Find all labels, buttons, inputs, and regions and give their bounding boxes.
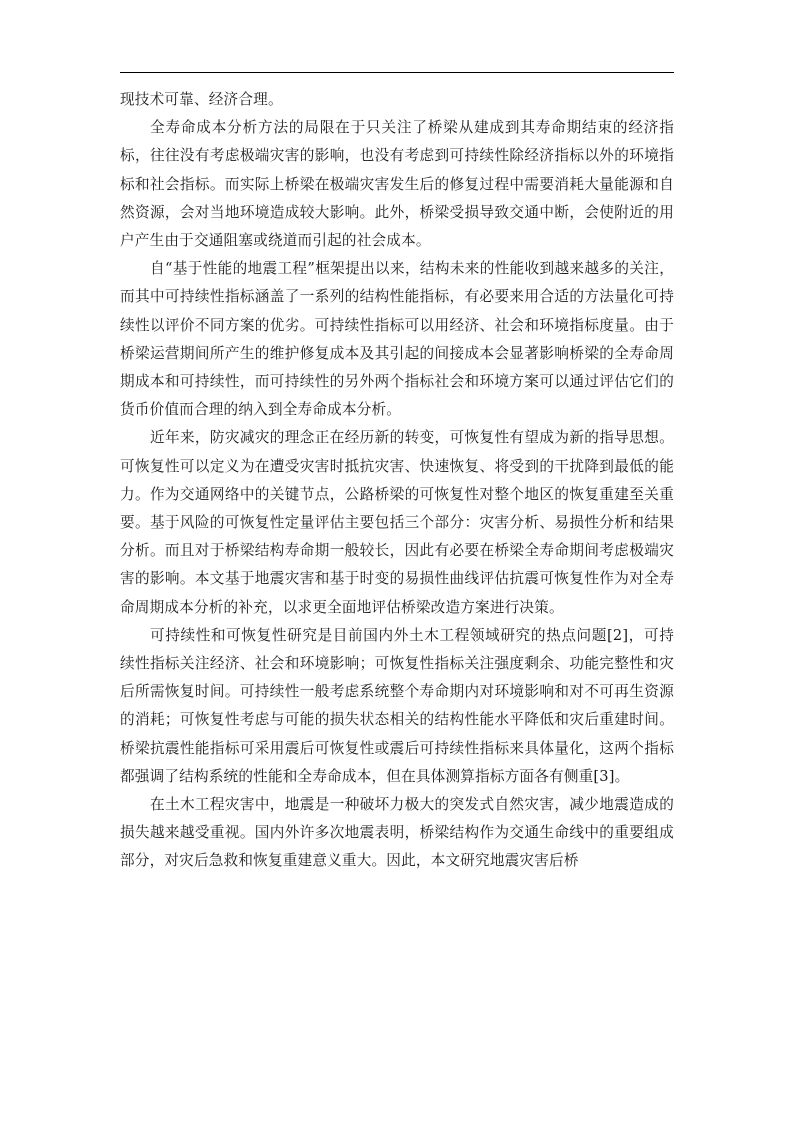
paragraph-3: 自“基于性能的地震工程”框架提出以来，结构未来的性能收到越来越多的关注，而其中可持续性指标涵盖了一系列的结构性能指标，有必要来用合适的方法量化可持续性以评价不同方案的优劣。可持续性指标可以用经济、社会和环境指标度量。由于桥梁运营期间所产生的维护修复成本及其引起的间接成本会显著影响桥梁的全寿命周期成本和可持续性，而可持续性的另外两个指标社会和环境方案可以通过评估它们的货币价值而合理的纳入到全寿命成本分析。 [120, 260, 674, 419]
header-rule [120, 72, 674, 73]
paragraph-5: 可持续性和可恢复性研究是目前国内外土木工程领域研究的热点问题[2]，可持续性指标关注经济、社会和环境影响；可恢复性指标关注强度剩余、功能完整性和灾后所需恢复时间。可持续性一般考虑系统整个寿命期内对环境影响和对不可再生资源的消耗；可恢复性考虑与可能的损失状态相关的结构性能水平降低和灾后重建时间。桥梁抗震性能指标可采用震后可恢复性或震后可持续性指标来具体量化，这两个指标都强调了结构系统的性能和全寿命成本，但在具体测算指标方面各有侧重[3]。 [120, 626, 674, 785]
body-text [120, 86, 674, 876]
paragraph-6: 在土木工程灾害中，地震是一种破坏力极大的突发式自然灾害，减少地震造成的损失越来越受重视。国内外许多次地震表明，桥梁结构作为交通生命线中的重要组成部分，对灾后急救和恢复重建意义重大。因此，本文研究地震灾害后桥 [120, 796, 674, 870]
paragraph-1: 现技术可靠、经济合理。 [120, 91, 283, 108]
paragraph-4: 近年来，防灾减灾的理念正在经历新的转变，可恢复性有望成为新的指导思想。可恢复性可以定义为在遭受灾害时抵抗灾害、快速恢复、将受到的干扰降到最低的能力。作为交通网络中的关键节点，公路桥梁的可恢复性对整个地区的恢复重建至关重要。基于风险的可恢复性定量评估主要包括三个部分：灾害分析、易损性分析和结果分析。而且对于桥梁结构寿命期一般较长，因此有必要在桥梁全寿命期间考虑极端灾害的影响。本文基于地震灾害和基于时变的易损性曲线评估抗震可恢复性作为对全寿命周期成本分析的补充，以求更全面地评估桥梁改造方案进行决策。 [120, 429, 674, 616]
paragraph-2: 全寿命成本分析方法的局限在于只关注了桥梁从建成到其寿命期结束的经济指标，往往没有考虑极端灾害的影响，也没有考虑到可持续性除经济指标以外的环境指标和社会指标。而实际上桥梁在极端灾害发生后的修复过程中需要消耗大量能源和自然资源，会对当地环境造成较大影响。此外，桥梁受损导致交通中断，会使附近的用户产生由于交通阻塞或绕道而引起的社会成本。 [120, 119, 674, 250]
